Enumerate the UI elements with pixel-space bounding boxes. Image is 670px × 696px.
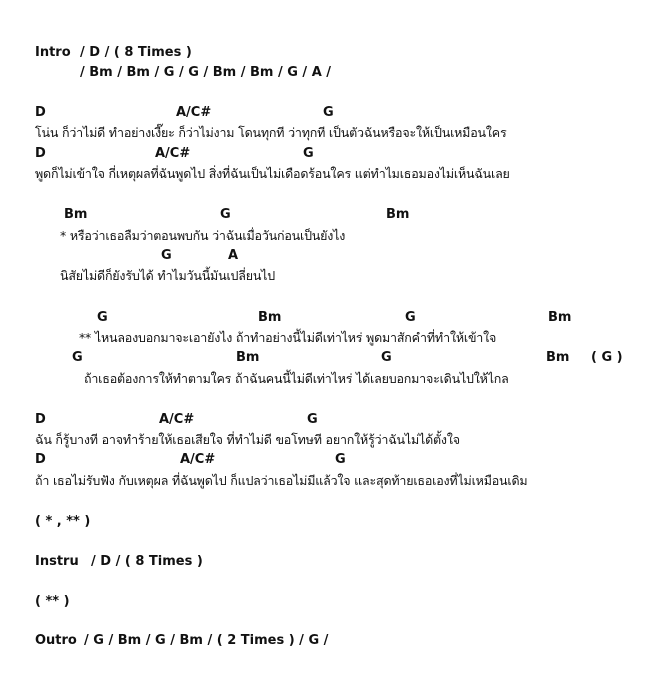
instru-line: / D / ( 8 Times ) — [91, 554, 203, 569]
intro-label: Intro — [35, 45, 71, 60]
chord: Bm — [546, 350, 570, 365]
chord: Bm — [64, 207, 88, 222]
chord: G — [323, 105, 334, 120]
instru-label: Instru — [35, 554, 79, 569]
chord: A/C# — [176, 105, 212, 120]
chord: G — [72, 350, 83, 365]
chord: A/C# — [155, 146, 191, 161]
chord: Bm — [548, 310, 572, 325]
chord: A/C# — [180, 452, 216, 467]
repeat-marker: ( * , ** ) — [35, 514, 91, 529]
lyric-line: ฉัน ก็รู้บางที อาจทำร้ายให้เธอเสียใจ ที่ทำไม่ดี ขอโทษที อยากให้รู้ว่าฉันไม่ได้ตั้งใจ — [35, 432, 460, 447]
chord: G — [303, 146, 314, 161]
lyric-line: โน่น ก็ว่าไม่ดี ทำอย่างเงี๊ยะ ก็ว่าไม่งาม โดนทุกที ว่าทุกที เป็นตัวฉันหรือจะให้เป็นเหมือนใคร — [35, 125, 507, 140]
repeat-marker: ( ** ) — [35, 594, 70, 609]
chord: D — [35, 452, 46, 467]
chord: D — [35, 105, 46, 120]
lyric-line: ถ้า เธอไม่รับฟัง กับเหตุผล ที่ฉันพูดไป ก็แปลว่าเธอไม่มีแล้วใจ และสุดท้ายเธอเองที่ไม่เหมือนเดิม — [35, 473, 528, 488]
chord: Bm — [236, 350, 260, 365]
chord: G — [381, 350, 392, 365]
intro-line-2: / Bm / Bm / G / G / Bm / Bm / G / A / — [80, 65, 332, 80]
chord: ( G ) — [591, 350, 623, 365]
outro-line: / G / Bm / G / Bm / ( 2 Times ) / G / — [84, 633, 329, 648]
lyric-line: ถ้าเธอต้องการให้ทำตามใคร ถ้าฉันคนนี้ไม่ดีเท่าไหร่ ได้เลยบอกมาจะเดินไปให้ไกล — [84, 371, 509, 386]
intro-line-1: / D / ( 8 Times ) — [80, 45, 192, 60]
outro-label: Outro — [35, 633, 77, 648]
chord: G — [97, 310, 108, 325]
lyric-line: ** ไหนลองบอกมาจะเอายังไง ถ้าทำอย่างนี้ไม่ดีเท่าไหร่ พูดมาสักคำที่ทำให้เข้าใจ — [79, 330, 497, 345]
chord: G — [335, 452, 346, 467]
chord: G — [405, 310, 416, 325]
chord: G — [220, 207, 231, 222]
chord: Bm — [258, 310, 282, 325]
chord: D — [35, 146, 46, 161]
lyric-line: พูดก็ไม่เข้าใจ กี่เหตุผลที่ฉันพูดไป สิ่งที่ฉันเป็นไม่เดือดร้อนใคร แต่ทำไมเธอมองไม่เห็นฉันเลย — [35, 166, 510, 181]
chord: Bm — [386, 207, 410, 222]
lyric-line: * หรือว่าเธอลืมว่าตอนพบกัน ว่าฉันเมื่อวันก่อนเป็นยังไง — [60, 228, 346, 243]
chord: G — [307, 412, 318, 427]
chord: G — [161, 248, 172, 263]
lyric-line: นิสัยไม่ดีก็ยังรับได้ ทำไมวันนี้มันเปลี่ยนไป — [60, 268, 276, 283]
chord: A — [228, 248, 239, 263]
chord: D — [35, 412, 46, 427]
chord: A/C# — [159, 412, 195, 427]
